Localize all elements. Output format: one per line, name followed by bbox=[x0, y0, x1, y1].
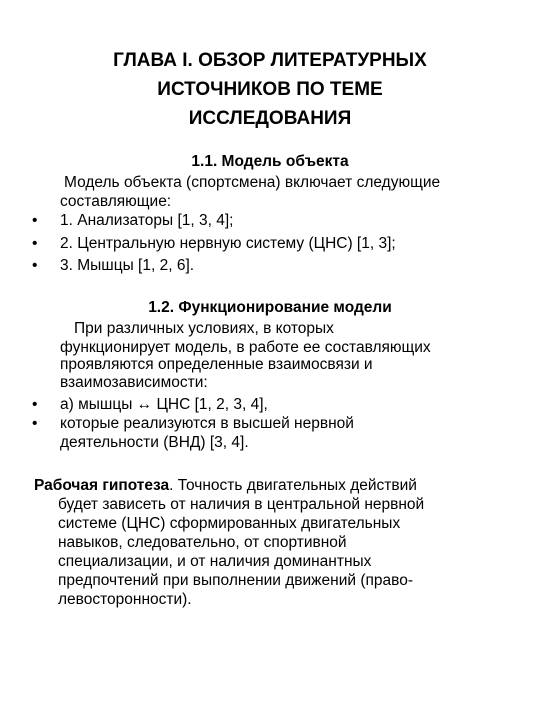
section2-heading: 1.2. Функционирование модели bbox=[148, 299, 392, 316]
section1-intro-line2: составляющие: bbox=[60, 193, 172, 210]
section2-bullet-1: а) мышцы ↔ ЦНС [1, 2, 3, 4], bbox=[60, 396, 268, 413]
bullet-marker: • bbox=[32, 235, 38, 252]
hypothesis-line: навыков, следовательно, от спортивной bbox=[58, 534, 347, 551]
section1-heading: 1.1. Модель объекта bbox=[191, 153, 349, 170]
section2-bullet-2-line1: которые реализуются в высшей нервной bbox=[60, 415, 354, 432]
chapter-title-line3: ИССЛЕДОВАНИЯ bbox=[188, 108, 352, 129]
section1-bullet-3: 3. Мышцы [1, 2, 6]. bbox=[60, 257, 195, 274]
hypothesis-line: левосторонности). bbox=[58, 591, 192, 608]
chapter-title-line2: ИСТОЧНИКОВ ПО ТЕМЕ bbox=[157, 79, 383, 100]
chapter-title bbox=[40, 46, 500, 133]
section2-bullet-2-line2: деятельности (ВНД) [3, 4]. bbox=[60, 434, 249, 451]
section2-intro-line4: взаимозависимости: bbox=[60, 374, 208, 391]
hypothesis-line: специализации, и от наличия доминантных bbox=[58, 553, 372, 570]
hypothesis-first-line bbox=[34, 476, 417, 495]
section1-bullet-2: 2. Центральную нервную систему (ЦНС) [1, 3]; bbox=[60, 235, 396, 252]
section2-intro-line3: проявляются определенные взаимосвязи и bbox=[60, 356, 373, 373]
section2-intro-line1: При различных условиях, в которых bbox=[74, 320, 334, 337]
section1-bullet-1: 1. Анализаторы [1, 3, 4]; bbox=[60, 212, 234, 229]
hypothesis-text-start: . Точность двигательных действий bbox=[169, 477, 417, 494]
section2-intro-line2: функционирует модель, в работе ее составляющих bbox=[60, 339, 431, 356]
hypothesis-line: будет зависеть от наличия в центральной нервной bbox=[58, 496, 425, 513]
bullet-marker: • bbox=[32, 257, 38, 274]
hypothesis-label: Рабочая гипотеза bbox=[34, 477, 170, 494]
bullet-marker: • bbox=[32, 396, 38, 413]
section1-intro-line1: Модель объекта (спортсмена) включает следующие bbox=[64, 174, 441, 191]
hypothesis-line: предпочтений при выполнении движений (право- bbox=[58, 572, 413, 589]
hypothesis-line: системе (ЦНС) сформированных двигательных bbox=[58, 515, 401, 532]
chapter-title-line1: ГЛАВА I. ОБЗОР ЛИТЕРАТУРНЫХ bbox=[113, 50, 427, 71]
bullet-marker: • bbox=[32, 415, 38, 432]
bullet-marker: • bbox=[32, 212, 38, 229]
